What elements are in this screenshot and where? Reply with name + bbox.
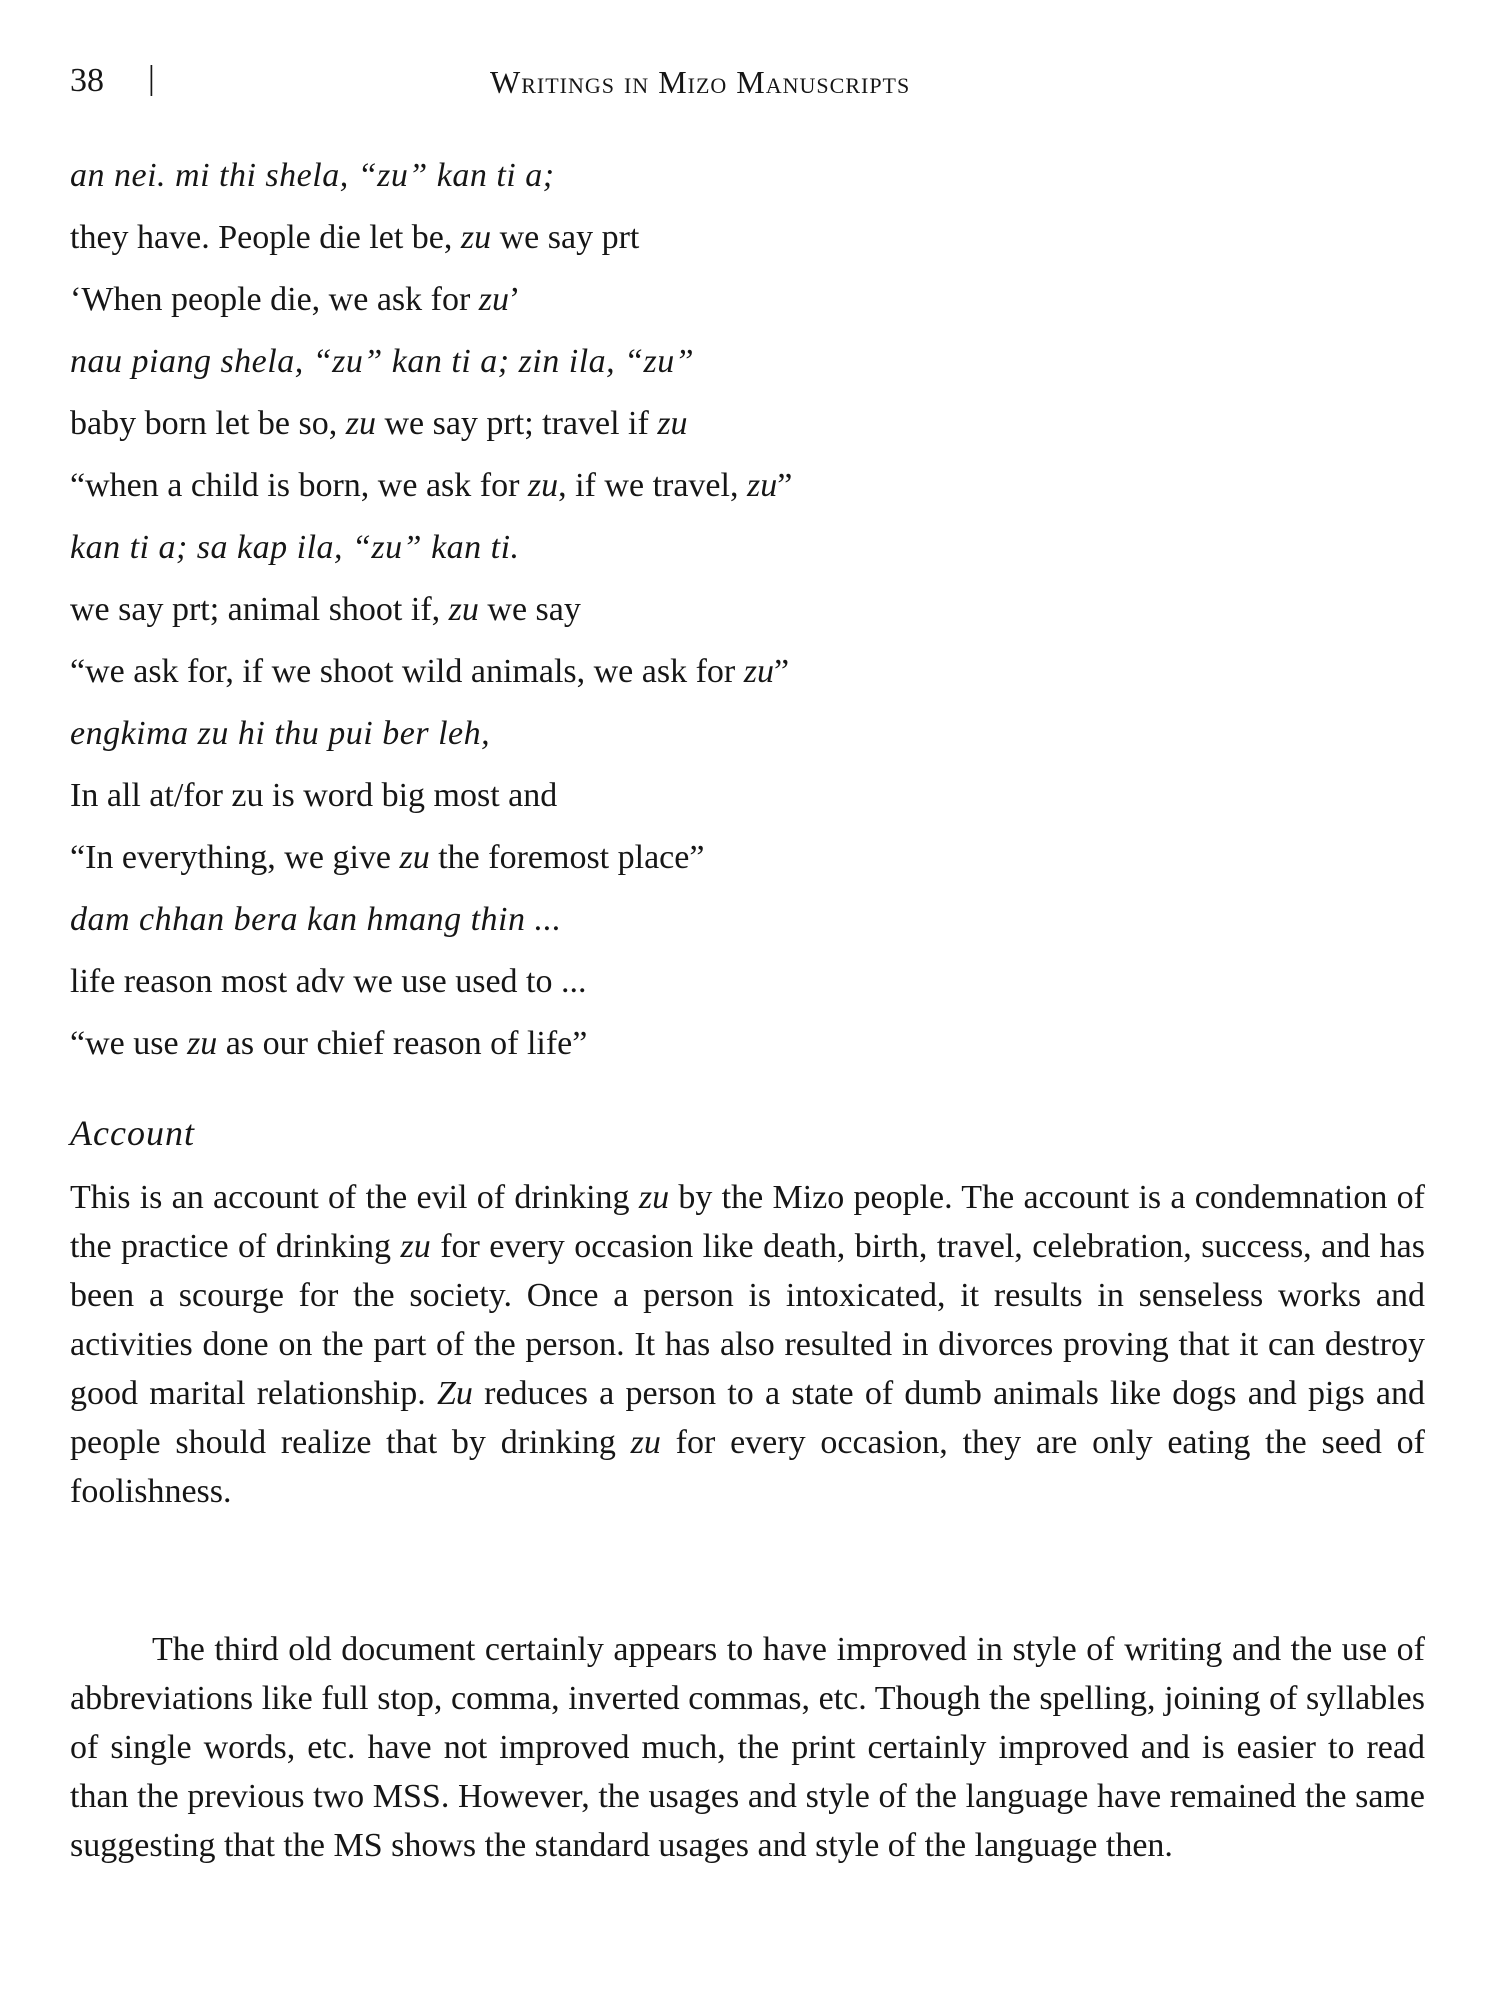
gloss-segment: zu <box>345 405 376 442</box>
gloss-segment: as our chief reason of life” <box>217 1025 588 1062</box>
body-paragraph <box>70 1173 1425 1516</box>
text-run: zu <box>630 1424 661 1461</box>
gloss-literal-line <box>70 207 1170 269</box>
gloss-source-line <box>70 517 1170 579</box>
gloss-segment: kan ti a; sa kap ila, “zu” kan ti. <box>70 529 520 566</box>
gloss-segment: baby born let be so, <box>70 405 346 442</box>
gloss-segment: ‘When people die, we ask for <box>70 281 479 318</box>
body-paragraph <box>70 1625 1425 1870</box>
gloss-source-line <box>70 145 1170 207</box>
gloss-segment: zu <box>399 839 430 876</box>
gloss-segment: In all at/for zu is word big most and <box>70 777 558 814</box>
gloss-segment: zu <box>448 591 479 628</box>
gloss-segment: zu <box>187 1025 218 1062</box>
gloss-segment: ” <box>777 467 793 504</box>
gloss-segment: an nei. mi thi shela, “zu” kan ti a; <box>70 157 555 194</box>
gloss-segment: we say prt; travel if <box>375 405 658 442</box>
section-heading: Account <box>70 1113 195 1153</box>
gloss-segment: “In everything, we give <box>70 839 400 876</box>
text-run: by the Mizo people. The account is a condemnation of the practice of drinking <box>70 1179 1425 1265</box>
gloss-segment: “we ask for, if we shoot wild animals, we ask for <box>70 653 744 690</box>
gloss-source-line <box>70 703 1170 765</box>
gloss-segment: we say prt <box>491 219 640 256</box>
text-run: zu <box>400 1228 431 1265</box>
gloss-segment: we say prt; animal shoot if, <box>70 591 449 628</box>
header-separator: | <box>148 60 155 97</box>
gloss-segment: zu <box>743 653 774 690</box>
gloss-translation-line <box>70 641 1170 703</box>
gloss-segment: ” <box>773 653 790 690</box>
gloss-translation-line <box>70 827 1170 889</box>
gloss-segment: engkima zu hi thu pui ber leh, <box>70 715 491 752</box>
gloss-segment: zu <box>657 405 688 442</box>
text-run: for every occasion, they are only eating the seed of foolishness. <box>70 1424 1425 1510</box>
gloss-translation-line <box>70 1013 1170 1075</box>
page-number: 38 <box>70 62 104 99</box>
gloss-source-line <box>70 889 1170 951</box>
gloss-segment: zu <box>527 467 559 504</box>
gloss-literal-line <box>70 579 1170 641</box>
gloss-segment: nau piang shela, “zu” kan ti a; zin ila, “zu” <box>70 343 695 380</box>
paragraph-text <box>70 1625 1425 1870</box>
text-run: Zu <box>436 1375 473 1412</box>
gloss-segment: life reason most adv we use used to ... <box>70 963 587 1000</box>
text-run: reduces a person to a state of dumb animals like dogs and pigs and people should realize that by drinking <box>70 1375 1426 1461</box>
gloss-segment: zu <box>460 219 492 256</box>
gloss-literal-line <box>70 951 1170 1013</box>
page-header <box>70 62 1170 112</box>
gloss-segment: “we use <box>70 1025 188 1062</box>
gloss-segment: , if we travel, <box>558 467 747 504</box>
gloss-segment: “when a child is born, we ask for <box>70 467 528 504</box>
interlinear-gloss <box>70 145 1170 1075</box>
gloss-segment: we say <box>478 591 581 628</box>
text-run: zu <box>638 1179 670 1216</box>
text-run: for every occasion like death, birth, travel, celebration, success, and has been a scourge for the society. Once a person is intoxicated, it results in senseless works and activities done on the part of the person. It has also resulted in divorces proving that it can destroy good marital relationship. <box>70 1228 1426 1412</box>
gloss-segment: dam chhan bera kan hmang thin ... <box>70 901 562 938</box>
gloss-segment: ’ <box>509 281 521 318</box>
gloss-literal-line <box>70 765 1170 827</box>
gloss-literal-line <box>70 393 1170 455</box>
gloss-segment: zu <box>746 467 778 504</box>
gloss-segment: the foremost place” <box>429 839 705 876</box>
text-run: This is an account of the evil of drinking <box>70 1179 639 1216</box>
gloss-translation-line <box>70 455 1170 517</box>
gloss-translation-line <box>70 269 1170 331</box>
gloss-source-line <box>70 331 1170 393</box>
gloss-segment: zu <box>478 281 510 318</box>
gloss-segment: they have. People die let be, <box>70 219 461 256</box>
text-run: The third old document certainly appears to have improved in style of writing and the use of abbreviations like full stop, comma, inverted commas, etc. Though the spelling, joining of syllables of single words, etc. have not improved much, the print certainly improved and is easier to read than the previous two MSS. However, the usages and style of the language have remained the same suggesting that the MS shows the standard usages and style of the language then. <box>70 1631 1425 1864</box>
running-title: Writings in Mizo Manuscripts <box>490 64 911 100</box>
paragraph-text <box>70 1173 1425 1516</box>
